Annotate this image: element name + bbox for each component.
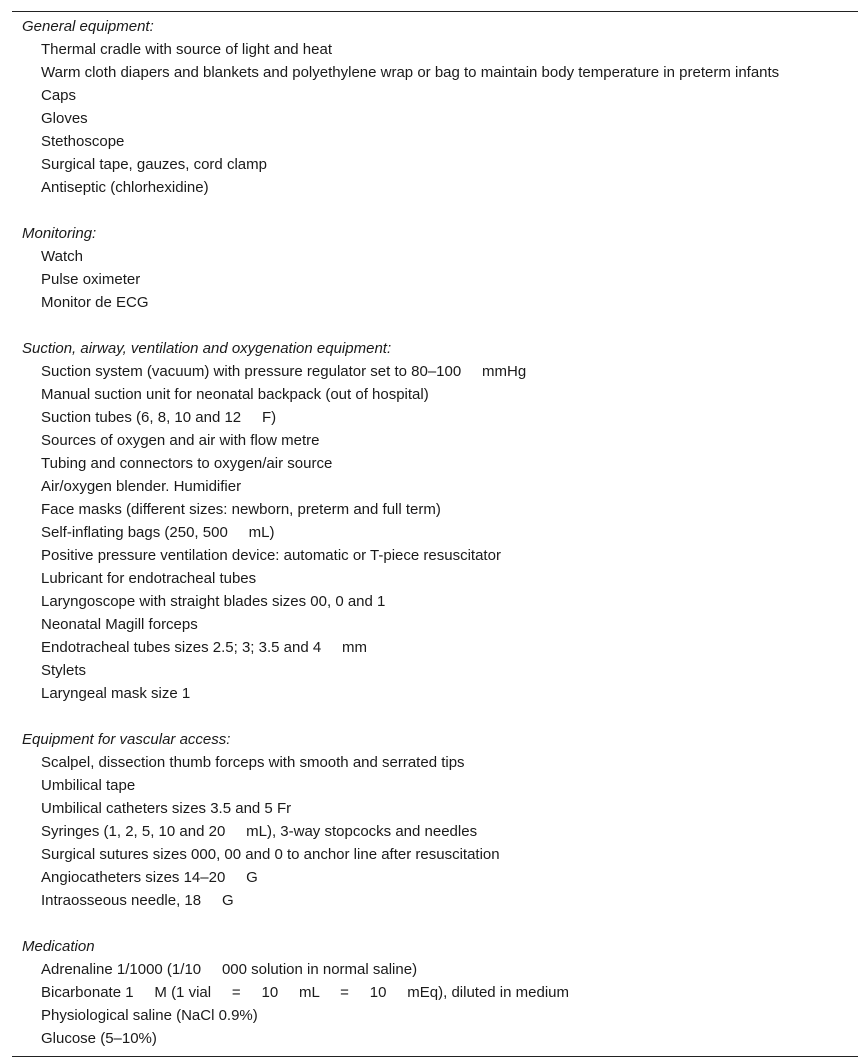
list-item: Laryngeal mask size 1 bbox=[41, 685, 191, 702]
list-item: Scalpel, dissection thumb forceps with smooth and serrated tips bbox=[41, 754, 465, 771]
list-item: Self-inflating bags (250, 500 mL) bbox=[41, 524, 275, 541]
list-item: Manual suction unit for neonatal backpack (out of hospital) bbox=[41, 386, 429, 403]
list-item: Suction tubes (6, 8, 10 and 12 F) bbox=[41, 409, 277, 426]
list-item: Intraosseous needle, 18 G bbox=[41, 892, 234, 909]
list-item: Endotracheal tubes sizes 2.5; 3; 3.5 and 4 mm bbox=[41, 639, 368, 656]
list-item: Warm cloth diapers and blankets and polyethylene wrap or bag to maintain body temperature in preterm infants bbox=[41, 64, 780, 81]
section-vascular-access bbox=[12, 728, 858, 912]
list-item: Suction system (vacuum) with pressure regulator set to 80–100 mmHg bbox=[41, 363, 527, 380]
section-heading: Suction, airway, ventilation and oxygenation equipment: bbox=[22, 340, 392, 357]
list-item: Pulse oximeter bbox=[41, 271, 141, 288]
list-item: Surgical tape, gauzes, cord clamp bbox=[41, 156, 267, 173]
list-item: Gloves bbox=[41, 110, 88, 127]
list-item: Sources of oxygen and air with flow metre bbox=[41, 432, 320, 449]
section-monitoring bbox=[12, 222, 858, 314]
list-item: Stethoscope bbox=[41, 133, 125, 150]
list-item: Laryngoscope with straight blades sizes 00, 0 and 1 bbox=[41, 593, 386, 610]
list-item: Caps bbox=[41, 87, 77, 104]
section-heading: Monitoring: bbox=[22, 225, 97, 242]
list-item: Face masks (different sizes: newborn, preterm and full term) bbox=[41, 501, 441, 518]
list-item: Thermal cradle with source of light and heat bbox=[41, 41, 332, 58]
section-airway-equipment bbox=[12, 337, 858, 705]
list-item: Positive pressure ventilation device: automatic or T-piece resuscitator bbox=[41, 547, 501, 564]
list-item: Watch bbox=[41, 248, 83, 265]
list-item: Umbilical tape bbox=[41, 777, 136, 794]
list-item: Monitor de ECG bbox=[41, 294, 149, 311]
list-item: Surgical sutures sizes 000, 00 and 0 to anchor line after resuscitation bbox=[41, 846, 500, 863]
section-heading: General equipment: bbox=[22, 18, 154, 35]
list-item: Bicarbonate 1 M (1 vial = 10 mL = 10 mEq), diluted in medium bbox=[41, 984, 570, 1001]
list-item: Air/oxygen blender. Humidifier bbox=[41, 478, 242, 495]
section-heading: Medication bbox=[22, 938, 95, 955]
equipment-table bbox=[12, 11, 858, 1057]
list-item: Adrenaline 1/1000 (1/10 000 solution in normal saline) bbox=[41, 961, 418, 978]
list-item: Physiological saline (NaCl 0.9%) bbox=[41, 1007, 258, 1024]
list-item: Umbilical catheters sizes 3.5 and 5 Fr bbox=[41, 800, 292, 817]
list-item: Antiseptic (chlorhexidine) bbox=[41, 179, 209, 196]
list-item: Tubing and connectors to oxygen/air source bbox=[41, 455, 333, 472]
section-general-equipment bbox=[12, 15, 858, 199]
list-item: Lubricant for endotracheal tubes bbox=[41, 570, 257, 587]
section-medication bbox=[12, 935, 858, 1050]
list-item: Glucose (5–10%) bbox=[41, 1030, 157, 1047]
list-item: Syringes (1, 2, 5, 10 and 20 mL), 3-way stopcocks and needles bbox=[41, 823, 478, 840]
section-heading: Equipment for vascular access: bbox=[22, 731, 231, 748]
list-item: Stylets bbox=[41, 662, 87, 679]
list-item: Neonatal Magill forceps bbox=[41, 616, 198, 633]
list-item: Angiocatheters sizes 14–20 G bbox=[41, 869, 258, 886]
